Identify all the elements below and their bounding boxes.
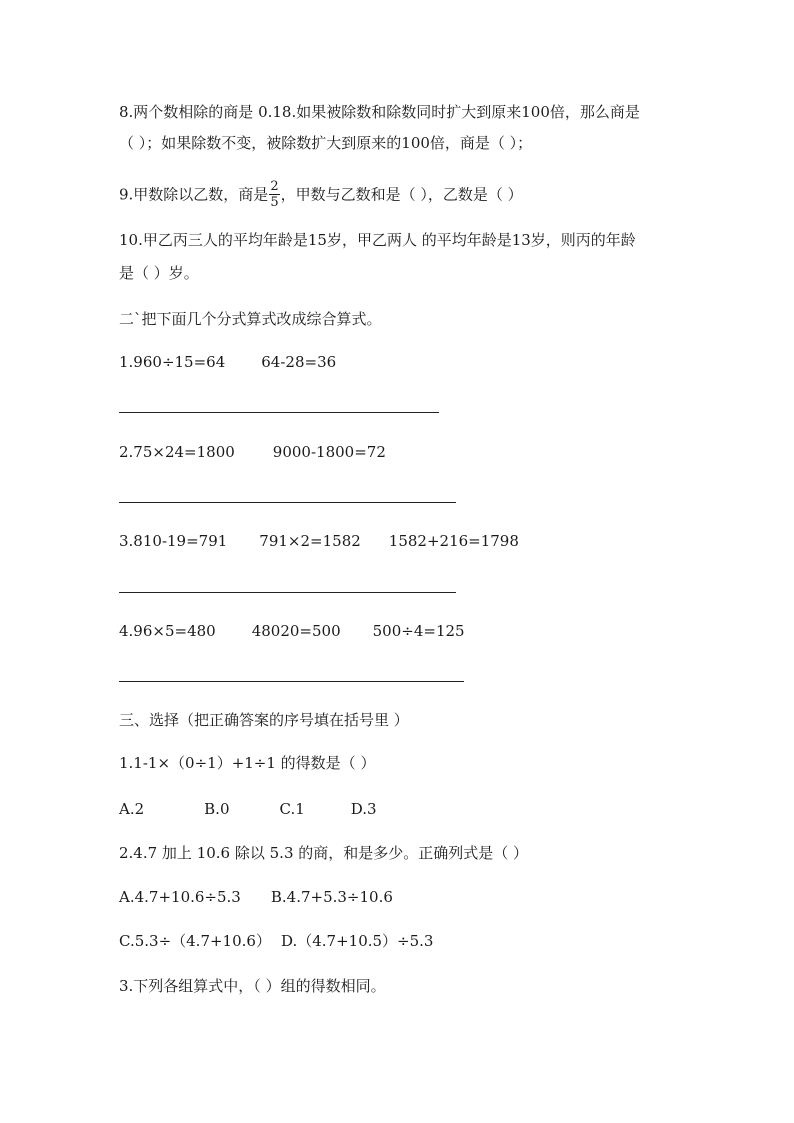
combine-item-2 <box>119 442 386 462</box>
option-b: B.0 <box>204 800 230 818</box>
option-b: B.4.7+5.3÷10.6 <box>270 888 393 906</box>
question-8-line-1: 8.两个数相除的商是 0.18.如果被除数和除数同时扩大到原来100倍，那么商是 <box>119 103 640 121</box>
fraction-two-fifths <box>269 179 279 210</box>
choice-question-2: 2.4.7 加上 10.6 除以 5.3 的商，和是多少。正确列式是（ ） <box>119 844 529 862</box>
choice-question-3: 3.下列各组算式中，（ ）组的得数相同。 <box>119 977 386 995</box>
question-10-line-1: 10.甲乙丙三人的平均年龄是15岁，甲乙两人 的平均年龄是13岁，则丙的年龄 <box>119 231 636 249</box>
option-d: D.（4.7+10.5）÷5.3 <box>280 932 434 950</box>
section-3-heading: 三、选择（把正确答案的序号填在括号里 ） <box>119 711 409 729</box>
combine-item-1 <box>119 352 336 372</box>
combine-item-4 <box>119 621 465 641</box>
combine-item-2-eq-b: 9000-1800=72 <box>272 443 386 461</box>
question-8-line-2: （ ）；如果除数不变，被除数扩大到原来的100倍，商是（ ）； <box>119 134 533 152</box>
combine-item-4-eq-c: 500÷4=125 <box>372 622 465 640</box>
choice-question-2-options-row-1 <box>119 887 393 907</box>
answer-line-3 <box>119 592 456 593</box>
combine-item-3-eq-b: 791×2=1582 <box>259 532 361 550</box>
question-9-text-after: ，甲数与乙数和是（ ），乙数是（ ） <box>280 185 523 204</box>
option-c: C.5.3÷（4.7+10.6） <box>119 932 271 950</box>
option-a: A.2 <box>119 800 145 818</box>
answer-line-2 <box>119 502 456 503</box>
combine-item-1-eq-b: 64-28=36 <box>261 353 337 371</box>
combine-item-4-eq-a: 4.96×5=480 <box>119 622 216 640</box>
fraction-numerator: 2 <box>270 179 279 194</box>
section-2-heading: 二`把下面几个分式算式改成综合算式。 <box>119 310 382 328</box>
combine-item-3-eq-c: 1582+216=1798 <box>388 532 519 550</box>
option-c: C.1 <box>279 800 305 818</box>
question-10-line-2: 是（ ）岁。 <box>119 264 199 282</box>
choice-question-1-options <box>119 799 377 819</box>
combine-item-3-eq-a: 3.810-19=791 <box>119 532 228 550</box>
answer-line-4 <box>119 681 464 682</box>
question-9-text-before: 9.甲数除以乙数，商是 <box>119 185 269 204</box>
option-d: D.3 <box>350 800 377 818</box>
fraction-denominator: 5 <box>270 195 279 210</box>
combine-item-4-eq-b: 48020=500 <box>251 622 341 640</box>
question-9 <box>119 180 523 211</box>
answer-line-1 <box>119 412 439 413</box>
choice-question-2-options-row-2 <box>119 931 433 951</box>
combine-item-1-eq-a: 1.960÷15=64 <box>119 353 226 371</box>
combine-item-2-eq-a: 2.75×24=1800 <box>119 443 235 461</box>
option-a: A.4.7+10.6÷5.3 <box>119 888 241 906</box>
choice-question-1: 1.1-1×（0÷1）+1÷1 的得数是（ ） <box>119 754 376 772</box>
combine-item-3 <box>119 531 519 551</box>
